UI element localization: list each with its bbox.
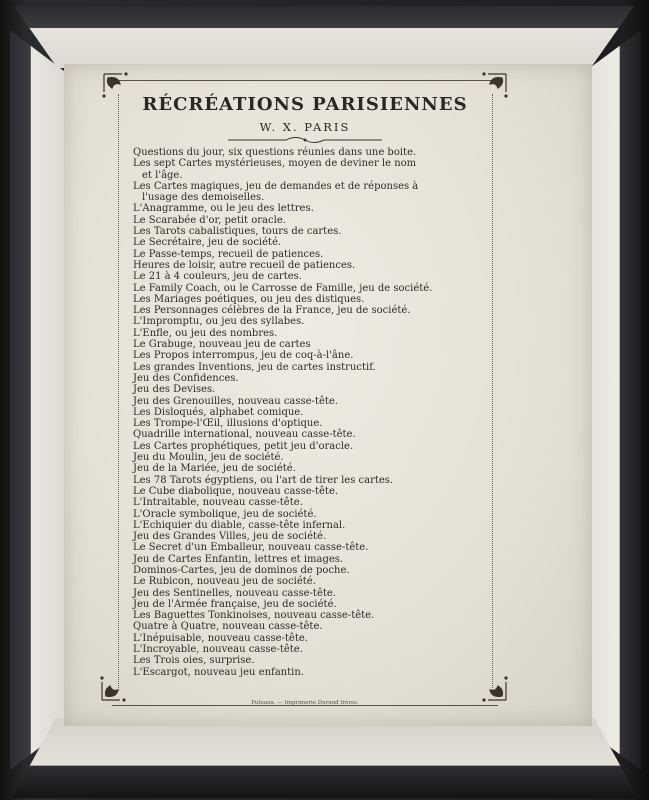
list-item: Les Propos interrompus, jeu de coq-à-l'âne. xyxy=(133,350,354,362)
list-item: Quatre à Quatre, nouveau casse-tête. xyxy=(133,621,323,633)
list-item: L'Intraitable, nouveau casse-tête. xyxy=(133,497,303,509)
list-item: L'Impromptu, ou jeu des syllabes. xyxy=(133,316,305,328)
list-item: Jeu de Cartes Enfantin, lettres et images. xyxy=(133,553,344,565)
list-item: Jeu de l'Armée française, jeu de société. xyxy=(133,598,337,610)
list-item: Les Baguettes Tonkinoises, nouveau casse-tête. xyxy=(133,610,375,622)
list-item: Les Tarots cabalistiques, tours de cartes. xyxy=(133,226,342,238)
list-item: L'Echiquier du diable, casse-tête infernal. xyxy=(133,519,346,531)
border-right-dotted xyxy=(492,94,493,690)
list-item: Les Cartes prophétiques, petit jeu d'oracle. xyxy=(133,440,354,452)
list-item: L'Inépuisable, nouveau casse-tête. xyxy=(133,632,308,644)
border-left-dotted xyxy=(118,94,119,690)
list-item: L'Incroyable, nouveau casse-tête. xyxy=(133,644,303,656)
list-item: Les Cartes magiques, jeu de demandes et de réponses à xyxy=(133,180,419,192)
list-item: Quadrille international, nouveau casse-tête. xyxy=(133,429,356,441)
list-item: Le Secrétaire, jeu de société. xyxy=(133,237,282,249)
list-item: Les Trois oies, surprise. xyxy=(133,655,255,667)
title-flourish-icon xyxy=(226,135,384,145)
box-wall-top xyxy=(14,6,634,68)
list-item: et l'âge. xyxy=(142,169,183,181)
list-item: l'usage des demoiselles. xyxy=(142,192,265,204)
list-item: Jeu du Moulin, jeu de société. xyxy=(133,452,284,464)
list-item: Jeu des Grandes Villes, jeu de société. xyxy=(133,531,327,543)
list-item: Jeu des Grenouilles, nouveau casse-tête. xyxy=(133,395,338,407)
list-item: Le Cube diabolique, nouveau casse-tête. xyxy=(133,485,339,497)
box-wall-bottom xyxy=(12,718,638,798)
list-item: Le Rubicon, nouveau jeu de société. xyxy=(133,576,316,588)
list-item: Le Secret d'un Emballeur, nouveau casse-tête. xyxy=(133,542,369,554)
game-list xyxy=(133,147,483,678)
list-item: Jeu des Sentinelles, nouveau casse-tête. xyxy=(133,587,336,599)
list-item: Jeu des Confidences. xyxy=(133,372,239,384)
list-item: Les 78 Tarots égyptiens, ou l'art de tirer les cartes. xyxy=(133,474,394,486)
list-item: L'Oracle symbolique, jeu de société. xyxy=(133,508,317,520)
list-item: Jeu des Devises. xyxy=(133,384,216,396)
list-item: L'Escargot, nouveau jeu enfantin. xyxy=(133,666,304,678)
sheet-subtitle: W. X. PARIS xyxy=(259,120,351,134)
list-item: Les grandes Inventions, jeu de cartes instructif. xyxy=(133,361,376,373)
list-item: Les sept Cartes mystérieuses, moyen de deviner le nom xyxy=(133,158,417,170)
list-item: Les Disloqués, alphabet comique. xyxy=(133,406,304,418)
list-item: Le Grabuge, nouveau jeu de cartes xyxy=(133,339,311,351)
list-item: Questions du jour, six questions réunies dans une boite. xyxy=(133,147,417,158)
list-item: Le Family Coach, ou le Carrosse de Famille, jeu de société. xyxy=(133,282,433,294)
list-item: Le Scarabée d'or, petit oracle. xyxy=(133,214,286,226)
list-item: Dominos-Cartes, jeu de dominos de poche. xyxy=(133,564,350,576)
list-item: Les Personnages célèbres de la France, jeu de société. xyxy=(133,305,411,317)
list-item: L'Enfle, ou jeu des nombres. xyxy=(133,327,278,339)
list-item: Le 21 à 4 couleurs, jeu de cartes. xyxy=(133,271,302,283)
corner-ornament-icon xyxy=(98,668,138,704)
list-item: Jeu de la Mariée, jeu de société. xyxy=(133,463,296,475)
printer-credit: Puteaux. — Imprimerie Durand frères. xyxy=(251,700,359,706)
list-item: L'Anagramme, ou le jeu des lettres. xyxy=(133,203,314,215)
list-item: Les Trompe-l'Œil, illusions d'optique. xyxy=(133,418,323,430)
list-item: Heures de loisir, autre recueil de patiences. xyxy=(133,259,356,271)
sheet-title: RÉCRÉATIONS PARISIENNES xyxy=(142,94,468,115)
list-item: Les Mariages poétiques, ou jeu des distiques. xyxy=(133,293,365,305)
list-item: Le Passe-temps, recueil de patiences. xyxy=(133,248,324,260)
